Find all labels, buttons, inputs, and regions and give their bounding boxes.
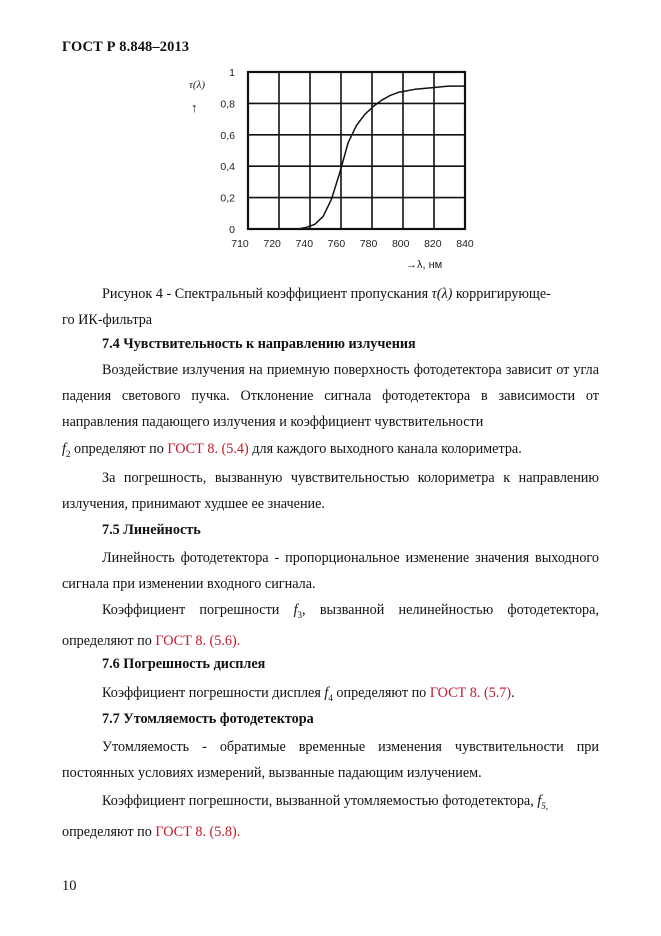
section-7-6-paragraph-1: Коэффициент погрешности дисплея $f_4$ определяют по ГОСТ 8. (5.7). xyxy=(102,685,515,703)
page-number: 10 xyxy=(62,878,77,894)
chart-series xyxy=(298,86,465,229)
plot-frame xyxy=(248,72,465,229)
x-axis-label: →λ, нм xyxy=(406,259,443,271)
x-tick-label: 840 xyxy=(456,238,474,250)
transmission-chart xyxy=(0,0,661,280)
x-tick-label: 710 xyxy=(231,238,249,250)
x-tick-label: 720 xyxy=(263,238,281,250)
section-7-4-heading: 7.4 Чувствительность к направлению излучения xyxy=(102,336,416,352)
y-tick-label: 0 xyxy=(229,224,235,236)
y-tick-label: 0,4 xyxy=(220,161,235,174)
x-tick-label: 820 xyxy=(424,238,442,250)
section-7-4-paragraph-1: Воздействие излучения на приемную поверхность фотодетектора зависит от угла падения светового пучка. Отклонение сигнала фотодетектора в зависимости от направления падающего излучения и коэффициент чувствительности $f_2$ определяют по ГОСТ 8. (5.4) для каждого выходного канала колориметра. xyxy=(62,362,599,459)
section-7-7-paragraph-2: Коэффициент погрешности, вызванной утомляемостью фотодетектора, $f_{5,}$ определяют по ГОСТ 8. (5.8). xyxy=(62,793,549,841)
x-tick-labels xyxy=(231,238,474,250)
section-7-6-heading: 7.6 Погрешность дисплея xyxy=(102,656,266,672)
section-7-4-paragraph-2: За погрешность, вызванную чувствительностью колориметра к направлению излучения, принимают худшее ее значение. xyxy=(62,470,599,513)
y-axis-label: τ(λ) xyxy=(189,79,206,91)
y-tick-label: 0,8 xyxy=(220,98,235,111)
gost-reference-link[interactable]: ГОСТ 8. (5.7) xyxy=(429,685,512,701)
y-axis-arrow-icon: ↑ xyxy=(191,100,198,115)
x-tick-label: 780 xyxy=(359,238,378,250)
chart-grid xyxy=(248,72,465,229)
y-tick-label: 0,6 xyxy=(220,129,235,142)
gost-reference-link[interactable]: ГОСТ 8. (5.6). xyxy=(155,633,241,650)
y-tick-label: 1 xyxy=(229,67,235,79)
gost-reference-link[interactable]: ГОСТ 8. (5.4) xyxy=(167,440,249,457)
x-tick-label: 800 xyxy=(391,238,410,250)
section-7-7-heading: 7.7 Утомляемость фотодетектора xyxy=(102,711,314,727)
y-tick-label: 0,2 xyxy=(220,192,235,205)
section-7-7-paragraph-1: Утомляемость - обратимые временные изменения чувствительности при постоянных условиях измерений, вызванные падающим излучением. xyxy=(62,739,599,782)
section-7-5-heading: 7.5 Линейность xyxy=(102,522,201,538)
y-tick-labels xyxy=(220,67,235,236)
section-7-5-paragraph-1: Линейность фотодетектора - пропорциональное изменение значения выходного сигнала при изменении входного сигнала. xyxy=(62,550,599,593)
gost-reference-link[interactable]: ГОСТ 8. (5.8). xyxy=(155,824,241,841)
transmission-curve xyxy=(298,86,465,229)
section-7-5-paragraph-2: Коэффициент погрешности $f_3$, вызванной нелинейностью фотодетектора, определяют по ГОСТ 8. (5.6). xyxy=(62,602,599,650)
x-tick-label: 740 xyxy=(295,238,314,250)
document-header: ГОСТ Р 8.848–2013 xyxy=(62,39,190,55)
x-tick-label: 760 xyxy=(327,238,346,250)
figure-caption: Рисунок 4 - Спектральный коэффициент пропускания τ(λ) корригирующе- го ИК-фильтра xyxy=(62,286,551,329)
